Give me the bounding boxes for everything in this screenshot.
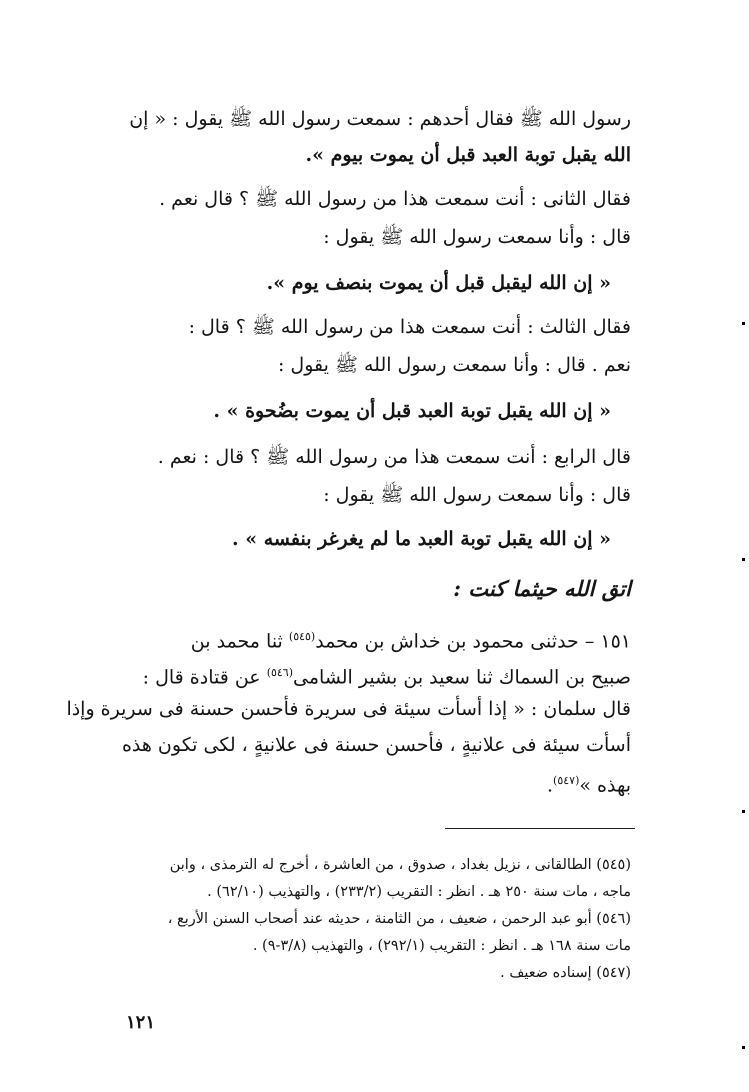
body-line-3: فقال الثانى : أنت سمعت هذا من رسول الله ﷺ ؟ قال نعم . xyxy=(159,188,631,210)
hadith-line-5: بهذه »$^{(٥٤٧)}$. xyxy=(546,774,631,797)
body-line-6: نعم . قال : وأنا سمعت رسول الله ﷺ يقول : xyxy=(277,354,631,376)
scan-mark xyxy=(742,558,745,561)
footnote-ref-545: (٥٤٥) xyxy=(288,630,316,643)
footnote-ref-547: (٥٤٧) xyxy=(553,774,580,787)
hadith-line-1: ١٥١ – حدثنى محمود بن خداش بن محمد$^{(٥٤٥)}$ ثنا محمد بن xyxy=(190,630,631,653)
body-line-2: الله يقبل توبة العبد قبل أن يموت بيوم ». xyxy=(305,144,631,166)
body-line-5: فقال الثالث : أنت سمعت هذا من رسول الله ﷺ ؟ قال : xyxy=(188,316,631,338)
body-line-1: رسول الله ﷺ فقال أحدهم : سمعت رسول الله ﷺ يقول : « إن xyxy=(129,108,631,130)
hadith-line-4: أسأت سيئة فى علانيةٍ ، فأحسن حسنة فى علانيةٍ ، لكى تكون هذه xyxy=(121,734,631,756)
hadith-line-3: قال سلمان : « إذا أسأت سيئة فى سريرة فأحسن حسنة فى سريرة وإذا xyxy=(66,698,631,720)
footnote-line-2: ماجه ، مات سنة ٢٥٠ هـ . انظر : التقريب (٢٣٣/٢) ، والتهذيب (٦٢/١٠) . xyxy=(207,884,631,900)
section-heading: اتق الله حيثما كنت : xyxy=(453,576,631,601)
footnote-line-1: (٥٤٥) الطالقانى ، نزيل بغداد ، صدوق ، من العاشرة ، أخرج له الترمذى ، وابن xyxy=(169,857,631,873)
quote-line-1: « إن الله ليقبل قبل أن يموت بنصف يوم ». xyxy=(266,272,611,294)
body-line-4: قال : وأنا سمعت رسول الله ﷺ يقول : xyxy=(323,226,631,248)
footnote-ref-546: (٥٤٦) xyxy=(266,666,294,679)
body-line-7: قال الرابع : أنت سمعت هذا من رسول الله ﷺ ؟ قال : نعم . xyxy=(157,446,631,468)
scan-mark xyxy=(742,810,745,813)
footnote-divider xyxy=(445,828,635,829)
footnote-line-3: (٥٤٦) أبو عبد الرحمن ، ضعيف ، من الثامنة ، حديثه عند أصحاب السنن الأربع ، xyxy=(167,911,631,927)
scan-mark xyxy=(742,1046,745,1049)
footnote-line-5: (٥٤٧) إسناده ضعيف . xyxy=(500,965,631,981)
quote-line-2: « إن الله يقبل توبة العبد قبل أن يموت بضُحوة » . xyxy=(213,400,611,422)
page-number: ١٢١ xyxy=(126,1012,156,1033)
body-line-8: قال : وأنا سمعت رسول الله ﷺ يقول : xyxy=(323,484,631,506)
footnote-line-4: مات سنة ١٦٨ هـ . انظر : التقريب (٢٩٢/١) ، والتهذيب (٣/٨-٩) . xyxy=(252,938,631,954)
quote-line-3: « إن الله يقبل توبة العبد ما لم يغرغر بنفسه » . xyxy=(232,528,611,550)
hadith-line-2: صبيح بن السماك ثنا سعيد بن بشير الشامى$^{(٥٤٦)}$ عن قتادة قال : xyxy=(142,666,631,689)
scan-mark xyxy=(742,322,745,325)
